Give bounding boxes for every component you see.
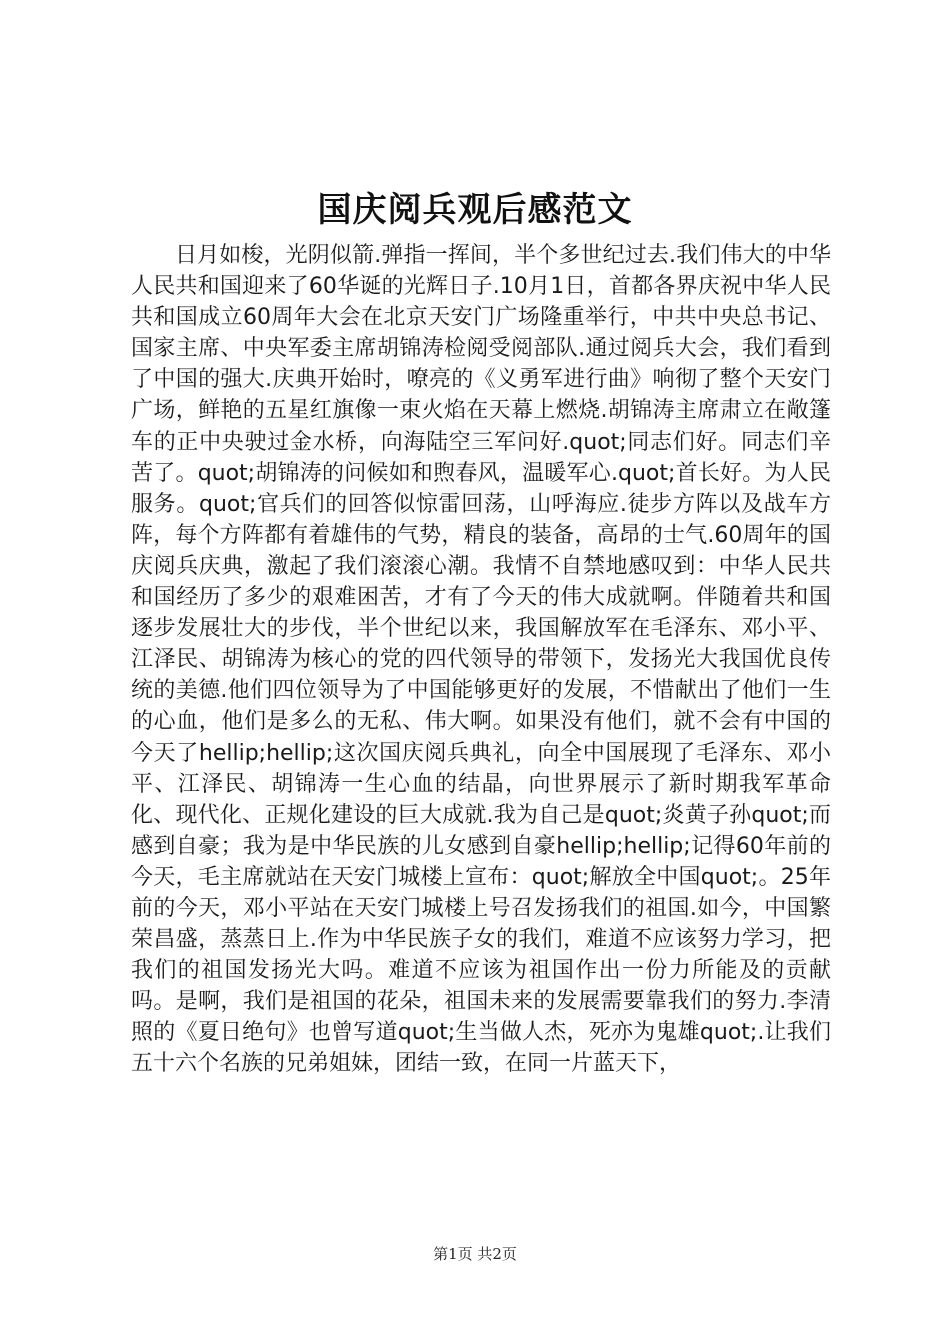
document-title: 国庆阅兵观后感范文 [317, 190, 633, 230]
essay-paragraph: 日月如梭，光阴似箭.弹指一挥间，半个多世纪过去.我们伟大的中华人民共和国迎来了60华诞的光辉日子.10月1日，首都各界庆祝中华人民共和国成立60周年大会在北京天安门广场隆重举行，中共中央总书记、国家主席、中央军委主席胡锦涛检阅受阅部队.通过阅兵大会，我们看到了中国的强大.庆典开始时，嘹亮的《义勇军进行曲》响彻了整个天安门广场，鲜艳的五星红旗像一束火焰在天幕上燃烧.胡锦涛主席肃立在敞篷车的正中央驶过金水桥，向海陆空三军问好.quot;同志们好。同志们辛苦了。quot;胡锦涛的问候如和煦春风，温暖军心.quot;首长好。为人民服务。quot;官兵们的回答似惊雷回荡，山呼海应.徒步方阵以及战车方阵，每个方阵都有着雄伟的气势，精良的装备，高昂的士气.60周年的国庆阅兵庆典，激起了我们滚滚心潮。我情不自禁地感叹到：中华人民共和国经历了多少的艰难困苦，才有了今天的伟大成就啊。伴随着共和国逐步发展壮大的步伐，半个世纪以来，我国解放军在毛泽东、邓小平、江泽民、胡锦涛为核心的党的四代领导的带领下，发扬光大我国优良传统的美德.他们四位领导为了中国能够更好的发展，不惜献出了他们一生的心血，他们是多么的无私、伟大啊。如果没有他们，就不会有中国的今天了hellip;hellip;这次国庆阅兵典礼，向全中国展现了毛泽东、邓小平、江泽民、胡锦涛一生心血的结晶，向世界展示了新时期我军革命化、现代化、正规化建设的巨大成就.我为自己是quot;炎黄子孙quot;而感到自豪；我为是中华民族的儿女感到自豪hellip;hellip;记得60年前的今天，毛主席就站在天安门城楼上宣布：quot;解放全中国quot;。25年前的今天，邓小平站在天安门城楼上号召发扬我们的祖国.如今，中国繁荣昌盛，蒸蒸日上.作为中华民族子女的我们，难道不应该努力学习，把我们的祖国发扬光大吗。难道不应该为祖国作出一份力所能及的贡献吗。是啊，我们是祖国的花朵，祖国未来的发展需要靠我们的努力.李清照的《夏日绝句》也曾写道quot;生当做人杰，死亦为鬼雄quot;.让我们五十六个名族的兄弟姐妹，团结一致，在同一片蓝天下， [131, 243, 831, 1077]
page-number-footer: 第1页 共2页 [433, 1245, 517, 1263]
